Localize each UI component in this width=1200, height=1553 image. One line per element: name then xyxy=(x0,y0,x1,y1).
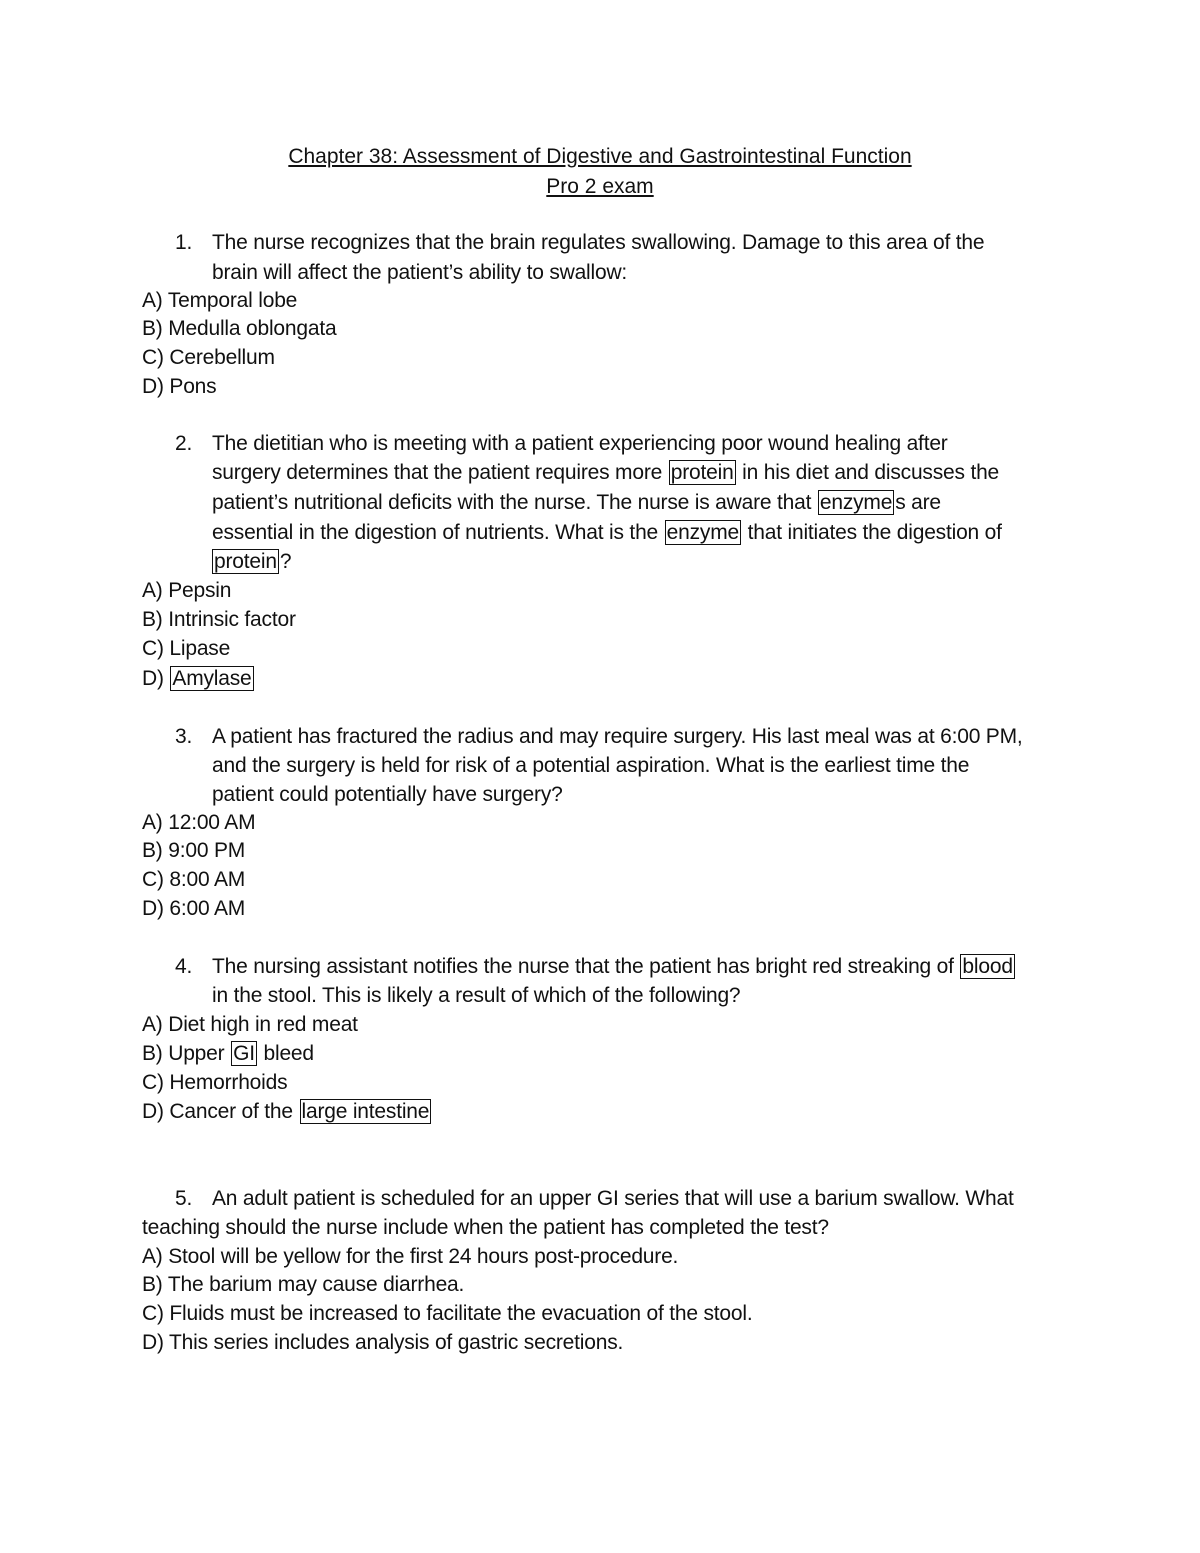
question-2-line-5: protein ? xyxy=(214,550,292,573)
question-1-option-a: A) Temporal lobe xyxy=(142,289,298,312)
highlight-box: GI xyxy=(233,1042,255,1065)
page-title: Chapter 38: Assessment of Digestive and Gastrointestinal Function xyxy=(288,145,912,168)
highlight-box: enzyme xyxy=(666,521,740,544)
highlight-box: protein xyxy=(670,461,734,484)
question-1-option-d: D) Pons xyxy=(142,375,217,398)
question-1-line-2: brain will affect the patient’s ability to swallow: xyxy=(212,261,628,284)
question-1-number: 1. xyxy=(175,231,193,254)
question-2-option-d: D) Amylase xyxy=(142,667,252,690)
question-4-line-1: 4. The nursing assistant notifies the nurse that the patient has bright red streaking of blood xyxy=(175,952,1016,981)
question-4-option-a: A) Diet high in red meat xyxy=(142,1013,358,1036)
question-4-option-c: C) Hemorrhoids xyxy=(142,1071,288,1094)
question-5-number: 5. xyxy=(175,1187,193,1210)
question-5-option-a: A) Stool will be yellow for the first 24 hours post-procedure. xyxy=(142,1245,679,1268)
question-2-line-2: surgery determines that the patient requires more protein in his diet and discusses the xyxy=(212,461,1000,484)
question-5-line-2: teaching should the nurse include when the patient has completed the test? xyxy=(142,1216,829,1239)
question-1-option-b: B) Medulla oblongata xyxy=(142,317,337,340)
question-3-line-2: and the surgery is held for risk of a potential aspiration. What is the earliest time the xyxy=(212,754,970,777)
question-5-option-b: B) The barium may cause diarrhea. xyxy=(142,1273,465,1296)
question-2-line-1: 2. The dietitian who is meeting with a patient experiencing poor wound healing after xyxy=(175,429,948,458)
highlight-box: Amylase xyxy=(172,667,252,690)
question-3-option-b: B) 9:00 PM xyxy=(142,839,246,862)
question-2-number: 2. xyxy=(175,432,193,455)
question-3-line-1: 3. A patient has fractured the radius and may require surgery. His last meal was at 6:00 PM, xyxy=(175,722,1023,751)
question-4-line-2: in the stool. This is likely a result of which of the following? xyxy=(212,984,741,1007)
question-2-option-c: C) Lipase xyxy=(142,637,231,660)
highlight-box: large intestine xyxy=(301,1100,430,1123)
question-5-option-c: C) Fluids must be increased to facilitate the evacuation of the stool. xyxy=(142,1302,753,1325)
highlight-box: blood xyxy=(962,955,1013,978)
highlight-box: protein xyxy=(214,550,277,573)
question-3-number: 3. xyxy=(175,725,193,748)
question-3-option-c: C) 8:00 AM xyxy=(142,868,246,891)
question-2-line-3: patient’s nutritional deficits with the nurse. The nurse is aware that enzyme s are xyxy=(212,491,941,514)
question-4-number: 4. xyxy=(175,955,193,978)
question-5-line-1: 5. An adult patient is scheduled for an upper GI series that will use a barium swallow. What xyxy=(175,1184,1014,1213)
question-3-option-a: A) 12:00 AM xyxy=(142,811,256,834)
highlight-box: enzyme xyxy=(819,491,893,514)
question-2-option-b: B) Intrinsic factor xyxy=(142,608,296,631)
question-2-option-a: A) Pepsin xyxy=(142,579,232,602)
question-1-option-c: C) Cerebellum xyxy=(142,346,275,369)
question-4-option-b: B) Upper GI bleed xyxy=(142,1042,314,1065)
question-3-option-d: D) 6:00 AM xyxy=(142,897,246,920)
question-3-line-3: patient could potentially have surgery? xyxy=(212,783,563,806)
question-2-line-4: essential in the digestion of nutrients. What is the enzyme that initiates the digestion of xyxy=(212,521,1002,544)
page-subtitle: Pro 2 exam xyxy=(546,175,654,198)
question-1-line-1: 1. The nurse recognizes that the brain regulates swallowing. Damage to this area of the xyxy=(175,228,984,257)
question-5-option-d: D) This series includes analysis of gastric secretions. xyxy=(142,1331,624,1354)
question-4-option-d: D) Cancer of the large intestine xyxy=(142,1100,430,1123)
